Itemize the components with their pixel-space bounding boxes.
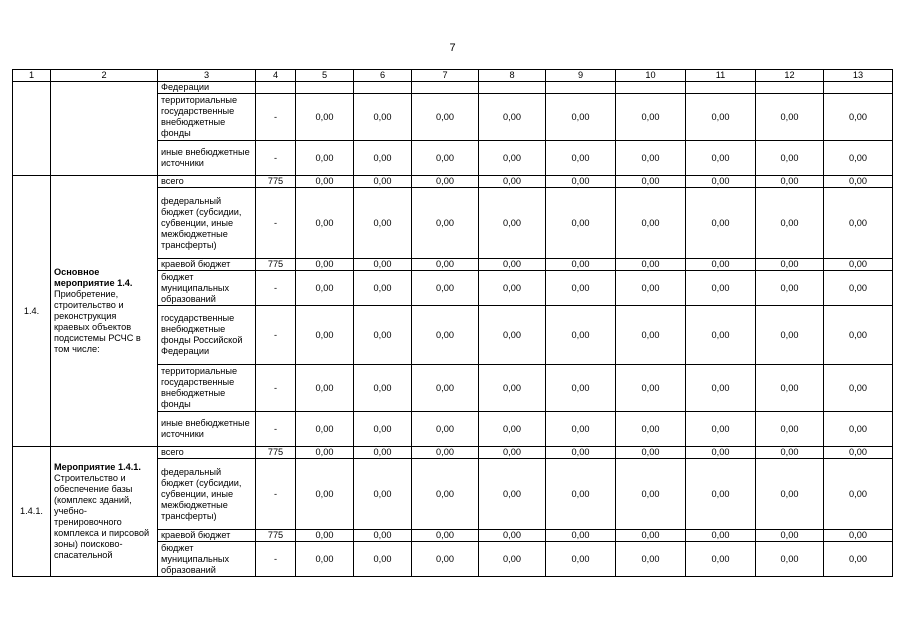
amount-cell: 0,00 (546, 412, 616, 447)
amount-cell: 0,00 (824, 365, 893, 412)
amount-cell: 0,00 (479, 176, 546, 188)
column-number-row (13, 70, 893, 82)
amount-cell: 0,00 (824, 176, 893, 188)
amount-cell: 0,00 (412, 412, 479, 447)
amount-cell: 0,00 (824, 94, 893, 141)
amount-cell: 0,00 (546, 271, 616, 306)
column-number: 7 (412, 70, 479, 82)
amount-cell: 0,00 (546, 530, 616, 542)
amount-cell: 0,00 (296, 542, 354, 577)
amount-cell (756, 82, 824, 94)
amount-cell: 0,00 (354, 176, 412, 188)
amount-cell: 0,00 (354, 259, 412, 271)
amount-cell: 0,00 (686, 530, 756, 542)
amount-cell: 0,00 (479, 188, 546, 259)
budget-table (12, 69, 893, 577)
amount-cell: 0,00 (296, 259, 354, 271)
amount-cell: 0,00 (479, 542, 546, 577)
amount-cell: 0,00 (546, 188, 616, 259)
activity-code (13, 82, 51, 176)
amount-cell: 0,00 (686, 459, 756, 530)
amount-cell: 0,00 (616, 459, 686, 530)
funding-source: федеральный бюджет (субсидии, субвенции, иные межбюджетные трансферты) (158, 188, 256, 259)
amount-cell (546, 82, 616, 94)
page-number: 7 (449, 42, 456, 54)
amount-cell: 0,00 (756, 365, 824, 412)
amount-cell: 0,00 (756, 542, 824, 577)
column-number: 9 (546, 70, 616, 82)
amount-cell: 0,00 (756, 176, 824, 188)
amount-cell (296, 82, 354, 94)
amount-cell: 0,00 (616, 141, 686, 176)
amount-cell: 0,00 (546, 542, 616, 577)
grbs-code: 775 (256, 176, 296, 188)
amount-cell: 0,00 (354, 188, 412, 259)
amount-cell: 0,00 (412, 271, 479, 306)
amount-cell: 0,00 (824, 306, 893, 365)
activity-title: Мероприятие 1.4.1. (54, 462, 141, 472)
activity-code: 1.4.1. (13, 447, 51, 577)
activity-name (51, 82, 158, 176)
amount-cell: 0,00 (296, 271, 354, 306)
amount-cell: 0,00 (412, 188, 479, 259)
funding-source: Федерации (158, 82, 256, 94)
funding-source: государственные внебюджетные фонды Российской Федерации (158, 306, 256, 365)
amount-cell: 0,00 (824, 188, 893, 259)
grbs-code: - (256, 306, 296, 365)
amount-cell: 0,00 (296, 412, 354, 447)
amount-cell: 0,00 (756, 141, 824, 176)
amount-cell: 0,00 (686, 306, 756, 365)
amount-cell: 0,00 (412, 447, 479, 459)
funding-source: территориальные государственные внебюджетные фонды (158, 94, 256, 141)
amount-cell: 0,00 (354, 271, 412, 306)
amount-cell: 0,00 (616, 94, 686, 141)
amount-cell: 0,00 (824, 271, 893, 306)
amount-cell: 0,00 (686, 447, 756, 459)
funding-source: краевой бюджет (158, 259, 256, 271)
amount-cell: 0,00 (686, 542, 756, 577)
amount-cell: 0,00 (756, 459, 824, 530)
amount-cell (354, 82, 412, 94)
amount-cell: 0,00 (546, 259, 616, 271)
amount-cell (686, 82, 756, 94)
amount-cell: 0,00 (824, 141, 893, 176)
amount-cell: 0,00 (412, 542, 479, 577)
amount-cell: 0,00 (616, 188, 686, 259)
amount-cell: 0,00 (412, 176, 479, 188)
amount-cell: 0,00 (686, 141, 756, 176)
column-number: 12 (756, 70, 824, 82)
grbs-code: - (256, 365, 296, 412)
amount-cell: 0,00 (354, 141, 412, 176)
amount-cell: 0,00 (686, 94, 756, 141)
amount-cell: 0,00 (546, 459, 616, 530)
amount-cell: 0,00 (296, 94, 354, 141)
amount-cell: 0,00 (546, 447, 616, 459)
amount-cell: 0,00 (686, 176, 756, 188)
amount-cell: 0,00 (824, 459, 893, 530)
column-number: 3 (158, 70, 256, 82)
amount-cell: 0,00 (686, 259, 756, 271)
amount-cell: 0,00 (756, 306, 824, 365)
amount-cell: 0,00 (479, 530, 546, 542)
amount-cell: 0,00 (479, 412, 546, 447)
activity-name (51, 176, 158, 447)
grbs-code: 775 (256, 530, 296, 542)
amount-cell: 0,00 (354, 447, 412, 459)
amount-cell: 0,00 (412, 459, 479, 530)
amount-cell: 0,00 (616, 271, 686, 306)
funding-source: краевой бюджет (158, 530, 256, 542)
amount-cell: 0,00 (756, 259, 824, 271)
funding-source: федеральный бюджет (субсидии, субвенции, иные межбюджетные трансферты) (158, 459, 256, 530)
amount-cell: 0,00 (686, 188, 756, 259)
amount-cell: 0,00 (756, 188, 824, 259)
grbs-code: - (256, 271, 296, 306)
amount-cell: 0,00 (756, 530, 824, 542)
amount-cell (412, 82, 479, 94)
table-row (13, 176, 893, 188)
amount-cell: 0,00 (616, 259, 686, 271)
grbs-code: 775 (256, 259, 296, 271)
amount-cell: 0,00 (479, 259, 546, 271)
table-row (13, 82, 893, 94)
grbs-code: - (256, 412, 296, 447)
column-number: 5 (296, 70, 354, 82)
amount-cell: 0,00 (296, 176, 354, 188)
grbs-code: - (256, 188, 296, 259)
amount-cell: 0,00 (412, 94, 479, 141)
amount-cell: 0,00 (296, 447, 354, 459)
activity-code: 1.4. (13, 176, 51, 447)
activity-description: Строительство и обеспечение базы (комплекс зданий, учебно-тренировочного комплекса и пирсовой зоны) поисково-спасательной (54, 473, 150, 560)
column-number: 2 (51, 70, 158, 82)
amount-cell: 0,00 (756, 94, 824, 141)
amount-cell: 0,00 (479, 306, 546, 365)
funding-source: всего (158, 176, 256, 188)
amount-cell (479, 82, 546, 94)
column-number: 11 (686, 70, 756, 82)
amount-cell: 0,00 (824, 530, 893, 542)
column-number: 8 (479, 70, 546, 82)
amount-cell: 0,00 (354, 542, 412, 577)
amount-cell: 0,00 (479, 365, 546, 412)
grbs-code (256, 82, 296, 94)
amount-cell: 0,00 (616, 542, 686, 577)
amount-cell: 0,00 (296, 306, 354, 365)
funding-source: бюджет муниципальных образований (158, 542, 256, 577)
grbs-code: 775 (256, 447, 296, 459)
activity-title: Основное мероприятие 1.4. (54, 267, 133, 288)
amount-cell: 0,00 (479, 94, 546, 141)
amount-cell: 0,00 (296, 141, 354, 176)
amount-cell: 0,00 (616, 176, 686, 188)
amount-cell: 0,00 (546, 365, 616, 412)
amount-cell: 0,00 (412, 141, 479, 176)
funding-source: бюджет муниципальных образований (158, 271, 256, 306)
amount-cell: 0,00 (354, 306, 412, 365)
amount-cell: 0,00 (756, 447, 824, 459)
funding-source: иные внебюджетные источники (158, 412, 256, 447)
amount-cell: 0,00 (686, 365, 756, 412)
amount-cell: 0,00 (479, 271, 546, 306)
amount-cell: 0,00 (354, 94, 412, 141)
amount-cell: 0,00 (546, 306, 616, 365)
activity-description: Приобретение, строительство и реконструкция краевых объектов подсистемы РСЧС в том числе: (54, 289, 141, 354)
amount-cell: 0,00 (616, 447, 686, 459)
funding-source: всего (158, 447, 256, 459)
amount-cell: 0,00 (824, 447, 893, 459)
table-row (13, 447, 893, 459)
amount-cell: 0,00 (479, 459, 546, 530)
activity-name (51, 447, 158, 577)
amount-cell: 0,00 (616, 365, 686, 412)
amount-cell: 0,00 (354, 412, 412, 447)
amount-cell: 0,00 (824, 412, 893, 447)
grbs-code: - (256, 459, 296, 530)
amount-cell: 0,00 (546, 176, 616, 188)
amount-cell: 0,00 (824, 259, 893, 271)
amount-cell: 0,00 (412, 530, 479, 542)
grbs-code: - (256, 94, 296, 141)
amount-cell: 0,00 (824, 542, 893, 577)
amount-cell (824, 82, 893, 94)
amount-cell: 0,00 (296, 459, 354, 530)
amount-cell: 0,00 (354, 530, 412, 542)
grbs-code: - (256, 542, 296, 577)
amount-cell: 0,00 (296, 530, 354, 542)
amount-cell: 0,00 (354, 459, 412, 530)
column-number: 1 (13, 70, 51, 82)
amount-cell: 0,00 (616, 530, 686, 542)
amount-cell: 0,00 (354, 365, 412, 412)
amount-cell: 0,00 (686, 271, 756, 306)
amount-cell: 0,00 (686, 412, 756, 447)
amount-cell: 0,00 (616, 306, 686, 365)
amount-cell: 0,00 (616, 412, 686, 447)
amount-cell: 0,00 (412, 365, 479, 412)
amount-cell: 0,00 (546, 94, 616, 141)
funding-source: иные внебюджетные источники (158, 141, 256, 176)
amount-cell: 0,00 (412, 306, 479, 365)
column-number: 10 (616, 70, 686, 82)
amount-cell: 0,00 (756, 271, 824, 306)
column-number: 13 (824, 70, 893, 82)
amount-cell: 0,00 (479, 447, 546, 459)
amount-cell: 0,00 (296, 188, 354, 259)
amount-cell: 0,00 (296, 365, 354, 412)
column-number: 6 (354, 70, 412, 82)
amount-cell: 0,00 (756, 412, 824, 447)
amount-cell (616, 82, 686, 94)
amount-cell: 0,00 (546, 141, 616, 176)
amount-cell: 0,00 (479, 141, 546, 176)
funding-source: территориальные государственные внебюджетные фонды (158, 365, 256, 412)
column-number: 4 (256, 70, 296, 82)
grbs-code: - (256, 141, 296, 176)
amount-cell: 0,00 (412, 259, 479, 271)
